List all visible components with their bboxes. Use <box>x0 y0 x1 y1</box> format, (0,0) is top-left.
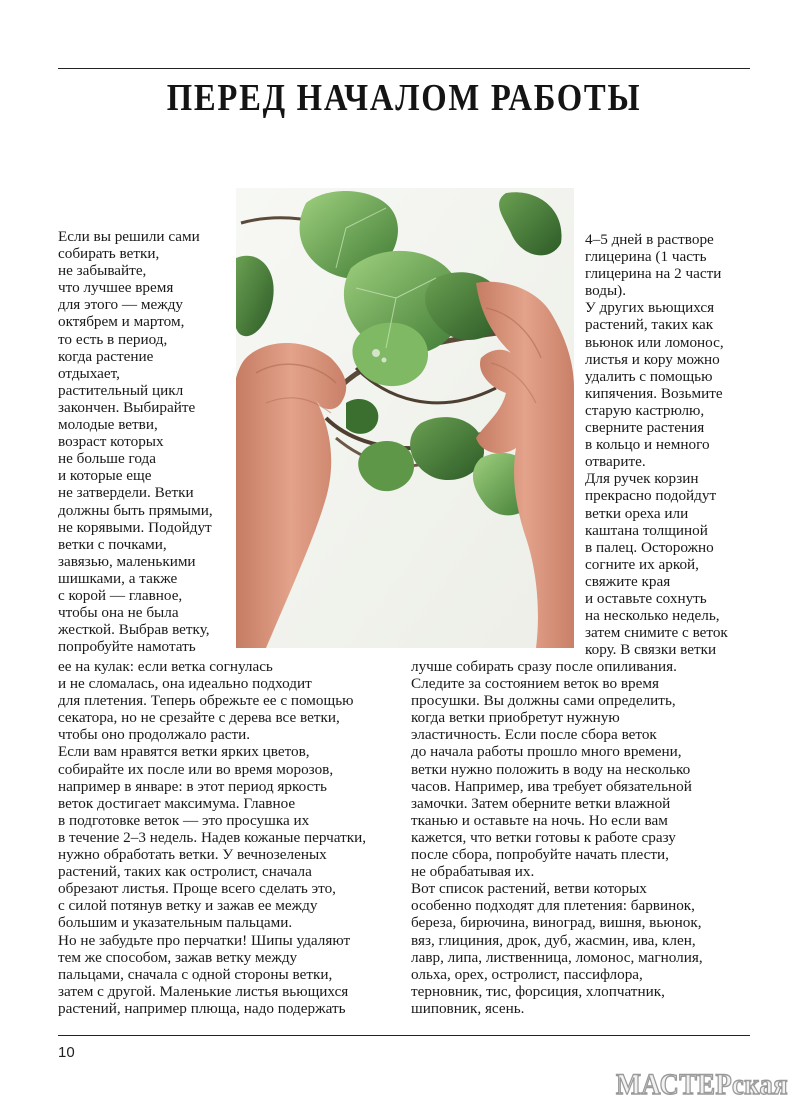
text-line: ветки нужно положить в воду на несколько <box>411 760 691 778</box>
text-line: молодые ветви, <box>58 416 158 434</box>
text-line: Если вы решили сами <box>58 228 200 245</box>
text-line: с силой потянув ветку и зажав ее между <box>58 897 318 915</box>
text-line: ветки ореха или <box>585 504 689 522</box>
text-line: чтобы оно продолжало расти. <box>58 726 251 744</box>
text-line: собирать ветки, <box>58 245 160 263</box>
text-line: закончен. Выбирайте <box>58 398 196 416</box>
text-line: глицерина (1 часть <box>585 248 707 266</box>
page-title: ПЕРЕД НАЧАЛОМ РАБОТЫ <box>166 77 642 119</box>
text-line: кору. В связки ветки <box>585 641 717 659</box>
text-line: большим и указательным пальцами. <box>58 914 293 932</box>
text-line: попробуйте намотать <box>58 638 196 656</box>
text-line: и оставьте сохнуть <box>585 589 707 607</box>
text-line: каштана толщиной <box>585 521 708 539</box>
text-line: для этого — между <box>58 296 184 314</box>
text-line: тем же способом, зажав ветку между <box>58 948 298 966</box>
text-line: Следите за состоянием веток во время <box>411 675 659 693</box>
text-line: не обрабатывая их. <box>411 863 535 881</box>
text-line: старую кастрюлю, <box>585 401 705 419</box>
text-line: береза, бирючина, виноград, вишня, вьюнок, <box>411 914 702 932</box>
text-line: когда ветки приобретут нужную <box>411 709 620 727</box>
top-rule <box>58 68 750 69</box>
text-line: пальцами, сначала с одной стороны ветки, <box>58 965 333 983</box>
text-line: кажется, что ветки готовы к работе сразу <box>411 828 676 846</box>
text-line: не затвердели. Ветки <box>58 484 194 502</box>
text-line: отдыхает, <box>58 364 120 382</box>
text-line: возраст которых <box>58 433 164 451</box>
text-line: шишками, а также <box>58 569 178 587</box>
text-line: веток достигает максимума. Главное <box>58 794 296 812</box>
hands-twisting-ivy-vine-photo <box>236 188 574 648</box>
text-line: не корявыми. Подойдут <box>58 518 212 536</box>
text-line: до начала работы прошло много времени, <box>411 743 682 761</box>
text-line: растений, например плюща, надо подержать <box>58 999 346 1017</box>
text-line: что лучшее время <box>58 279 174 297</box>
text-line: кипячения. Возьмите <box>585 384 723 402</box>
text-line: глицерина на 2 части <box>585 265 722 283</box>
text-line: просушки. Вы должны сами определить, <box>411 692 676 710</box>
text-line: эластичность. Если после сбора веток <box>411 726 657 744</box>
text-line: растительный цикл <box>58 381 184 399</box>
page-number: 10 <box>58 1044 75 1061</box>
bottom-rule <box>58 1035 750 1036</box>
text-line: должны быть прямыми, <box>58 501 213 519</box>
text-line: вьюнок или ломонос, <box>585 333 724 351</box>
text-line: собирайте их после или во время морозов, <box>58 760 334 778</box>
text-line: чтобы она не была <box>58 604 179 622</box>
bottom-left-column-text <box>58 658 366 1017</box>
text-line: в палец. Осторожно <box>585 538 714 556</box>
text-line: завязью, маленькими <box>58 552 196 570</box>
text-line: нужно обработать ветки. У вечнозеленых <box>58 846 327 864</box>
right-column-text <box>585 231 728 658</box>
text-line: прекрасно подойдут <box>585 487 717 505</box>
text-line: ветки с почками, <box>58 535 167 553</box>
text-line: с корой — главное, <box>58 586 183 604</box>
text-line: Для ручек корзин <box>585 470 699 488</box>
text-line: сверните растения <box>585 419 705 437</box>
text-line: растений, таких как <box>585 316 714 334</box>
text-line: ольха, орех, остролист, пассифлора, <box>411 965 643 983</box>
text-line: листья и кору можно <box>585 350 720 368</box>
text-line: в подготовке веток — это просушка их <box>58 811 310 829</box>
text-line: особенно подходят для плетения: барвинок, <box>411 897 695 915</box>
text-line: 4–5 дней в растворе <box>585 231 714 248</box>
text-line: когда растение <box>58 347 154 365</box>
text-line: и не сломалась, она идеально подходит <box>58 675 312 693</box>
text-line: воды). <box>585 282 627 300</box>
text-line: обрезают листья. Проще всего сделать это, <box>58 880 336 898</box>
text-line: после сбора, попробуйте начать плести, <box>411 846 669 864</box>
text-line: в кольцо и немного <box>585 436 710 454</box>
text-line: октябрем и мартом, <box>58 313 185 331</box>
watermark-logo <box>612 1060 792 1106</box>
text-line: на несколько недель, <box>585 607 720 625</box>
text-line: не больше года <box>58 450 156 468</box>
text-line: удалить с помощью <box>585 367 713 385</box>
text-line: в течение 2–3 недель. Надев кожаные перчатки, <box>58 828 367 846</box>
text-line: часов. Например, ива требует обязательной <box>411 777 692 795</box>
text-line: терновник, тис, форсиция, хлопчатник, <box>411 982 665 1000</box>
text-line: затем снимите с веток <box>585 624 728 642</box>
bottom-right-column-text <box>411 658 703 1017</box>
left-column-text <box>58 228 213 655</box>
text-line: Вот список растений, ветви которых <box>411 880 647 898</box>
text-line: не забывайте, <box>58 262 147 280</box>
text-line: вяз, глициния, дрок, дуб, жасмин, ива, клен, <box>411 931 696 949</box>
text-line: жесткой. Выбрав ветку, <box>58 621 210 639</box>
text-line: Но не забудьте про перчатки! Шипы удаляют <box>58 931 351 949</box>
text-line: затем с другой. Маленькие листья вьющихся <box>58 982 349 1000</box>
text-line: лавр, липа, лиственница, ломонос, магнолия, <box>411 948 703 966</box>
text-line: и которые еще <box>58 467 152 485</box>
text-line: то есть в период, <box>58 330 168 348</box>
text-line: Если вам нравятся ветки ярких цветов, <box>58 743 310 761</box>
text-line: У других вьющихся <box>585 299 715 317</box>
text-line: согните их аркой, <box>585 555 699 573</box>
text-line: шиповник, ясень. <box>411 999 525 1017</box>
text-line: свяжите края <box>585 572 671 590</box>
text-line: растений, таких как остролист, сначала <box>58 863 312 881</box>
text-line: для плетения. Теперь обрежьте ее с помощью <box>58 692 354 710</box>
text-line: секатора, но не срезайте с дерева все ветки, <box>58 709 340 727</box>
text-line: замочки. Затем оберните ветки влажной <box>411 794 671 812</box>
text-line: отварите. <box>585 453 646 471</box>
text-line: например в январе: в этот период яркость <box>58 777 327 795</box>
watermark-text: МАСТЕРская <box>616 1068 788 1101</box>
text-line: тканью и оставьте на ночь. Но если вам <box>411 811 668 829</box>
text-line: лучше собирать сразу после опиливания. <box>411 658 677 675</box>
text-line: ее на кулак: если ветка согнулась <box>58 658 273 675</box>
